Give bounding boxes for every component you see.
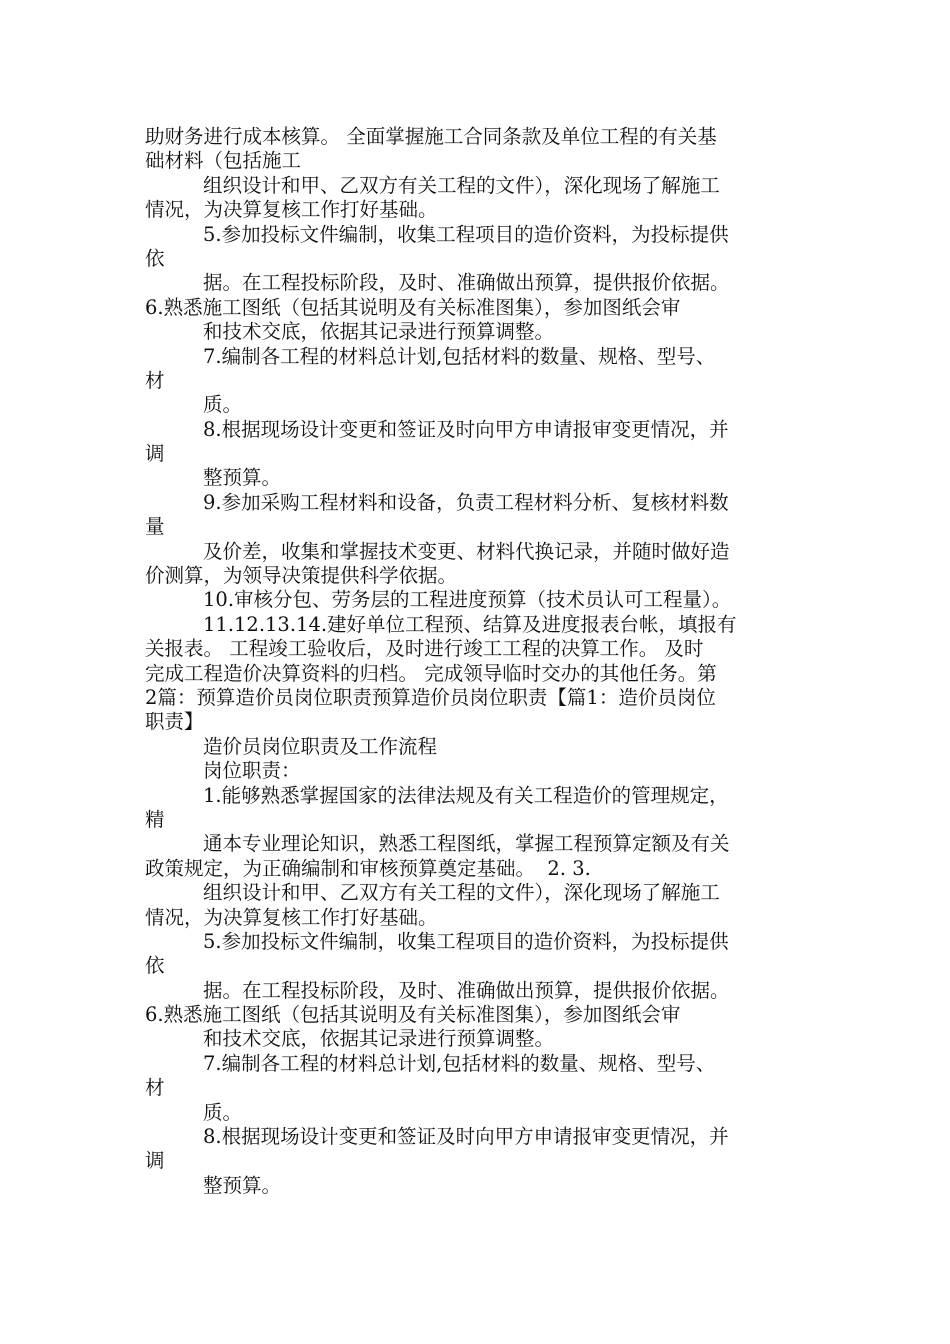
text-line: 础材料（包括施工 — [145, 149, 302, 173]
text-line: 8.根据现场设计变更和签证及时向甲方申请报审变更情况，并 — [203, 1125, 729, 1149]
text-line: 8.根据现场设计变更和签证及时向甲方申请报审变更情况，并 — [203, 417, 729, 441]
text-line: 7.编制各工程的材料总计划,包括材料的数量、规格、型号、 — [203, 344, 716, 368]
document-body — [145, 125, 810, 1198]
text-line: 5.参加投标文件编制，收集工程项目的造价资料，为投标提供 — [203, 929, 729, 953]
text-line: 据。在工程投标阶段，及时、准确做出预算，提供报价依据。 — [203, 978, 730, 1002]
text-line: 7.编制各工程的材料总计划,包括材料的数量、规格、型号、 — [203, 1051, 716, 1075]
text-line: 6.熟悉施工图纸（包括其说明及有关标准图集），参加图纸会审 — [145, 1003, 681, 1027]
text-line: 精 — [145, 807, 165, 831]
text-line: 9.参加采购工程材料和设备，负责工程材料分析、复核材料数 — [203, 490, 729, 514]
text-line: 2篇：预算造价员岗位职责预算造价员岗位职责【篇1：造价员岗位 — [145, 685, 716, 709]
text-line: 调 — [145, 1149, 165, 1173]
text-line: 5.参加投标文件编制，收集工程项目的造价资料，为投标提供 — [203, 222, 729, 246]
text-line: 材 — [145, 368, 165, 392]
text-line: 岗位职责： — [203, 759, 301, 783]
text-line: 依 — [145, 246, 165, 270]
text-line: 1.能够熟悉掌握国家的法律法规及有关工程造价的管理规定， — [203, 783, 729, 807]
text-line: 依 — [145, 954, 165, 978]
text-line: 调 — [145, 442, 165, 466]
text-line: 价测算，为领导决策提供科学依据。 — [145, 564, 458, 588]
text-line: 和技术交底，依据其记录进行预算调整。 — [203, 320, 555, 344]
text-line: 情况，为决算复核工作打好基础。 — [145, 198, 438, 222]
text-line: 助财务进行成本核算。 全面掌握施工合同条款及单位工程的有关基 — [145, 125, 717, 148]
text-line: 政策规定，为正确编制和审核预算奠定基础。 2. 3. — [145, 856, 591, 880]
text-line: 及价差，收集和掌握技术变更、材料代换记录，并随时做好造 — [203, 539, 730, 563]
text-line: 造价员岗位职责及工作流程 — [203, 734, 438, 758]
text-line: 整预算。 — [203, 466, 282, 490]
text-line: 和技术交底，依据其记录进行预算调整。 — [203, 1027, 555, 1051]
text-line: 完成工程造价决算资料的归档。 完成领导临时交办的其他任务。第 — [145, 661, 717, 685]
text-line: 据。在工程投标阶段，及时、准确做出预算，提供报价依据。 — [203, 271, 730, 295]
text-line: 材 — [145, 1076, 165, 1100]
text-line: 关报表。 工程竣工验收后，及时进行竣工工程的决算工作。 及时 — [145, 637, 704, 661]
text-line: 情况，为决算复核工作打好基础。 — [145, 905, 438, 929]
text-line: 组织设计和甲、乙双方有关工程的文件），深化现场了解施工 — [203, 881, 720, 905]
text-line: 11.12.13.14.建好单位工程预、结算及进度报表台帐，填报有 — [203, 612, 737, 636]
text-line: 组织设计和甲、乙双方有关工程的文件），深化现场了解施工 — [203, 173, 720, 197]
text-line: 质。 — [203, 1100, 243, 1124]
text-line: 整预算。 — [203, 1173, 282, 1197]
text-line: 6.熟悉施工图纸（包括其说明及有关标准图集），参加图纸会审 — [145, 295, 681, 319]
text-line: 通本专业理论知识，熟悉工程图纸，掌握工程预算定额及有关 — [203, 832, 730, 856]
text-line: 职责】 — [145, 710, 204, 734]
text-line: 质。 — [203, 393, 243, 417]
text-line: 量 — [145, 515, 165, 539]
text-line: 10.审核分包、劳务层的工程进度预算（技术员认可工程量）。 — [203, 588, 732, 612]
